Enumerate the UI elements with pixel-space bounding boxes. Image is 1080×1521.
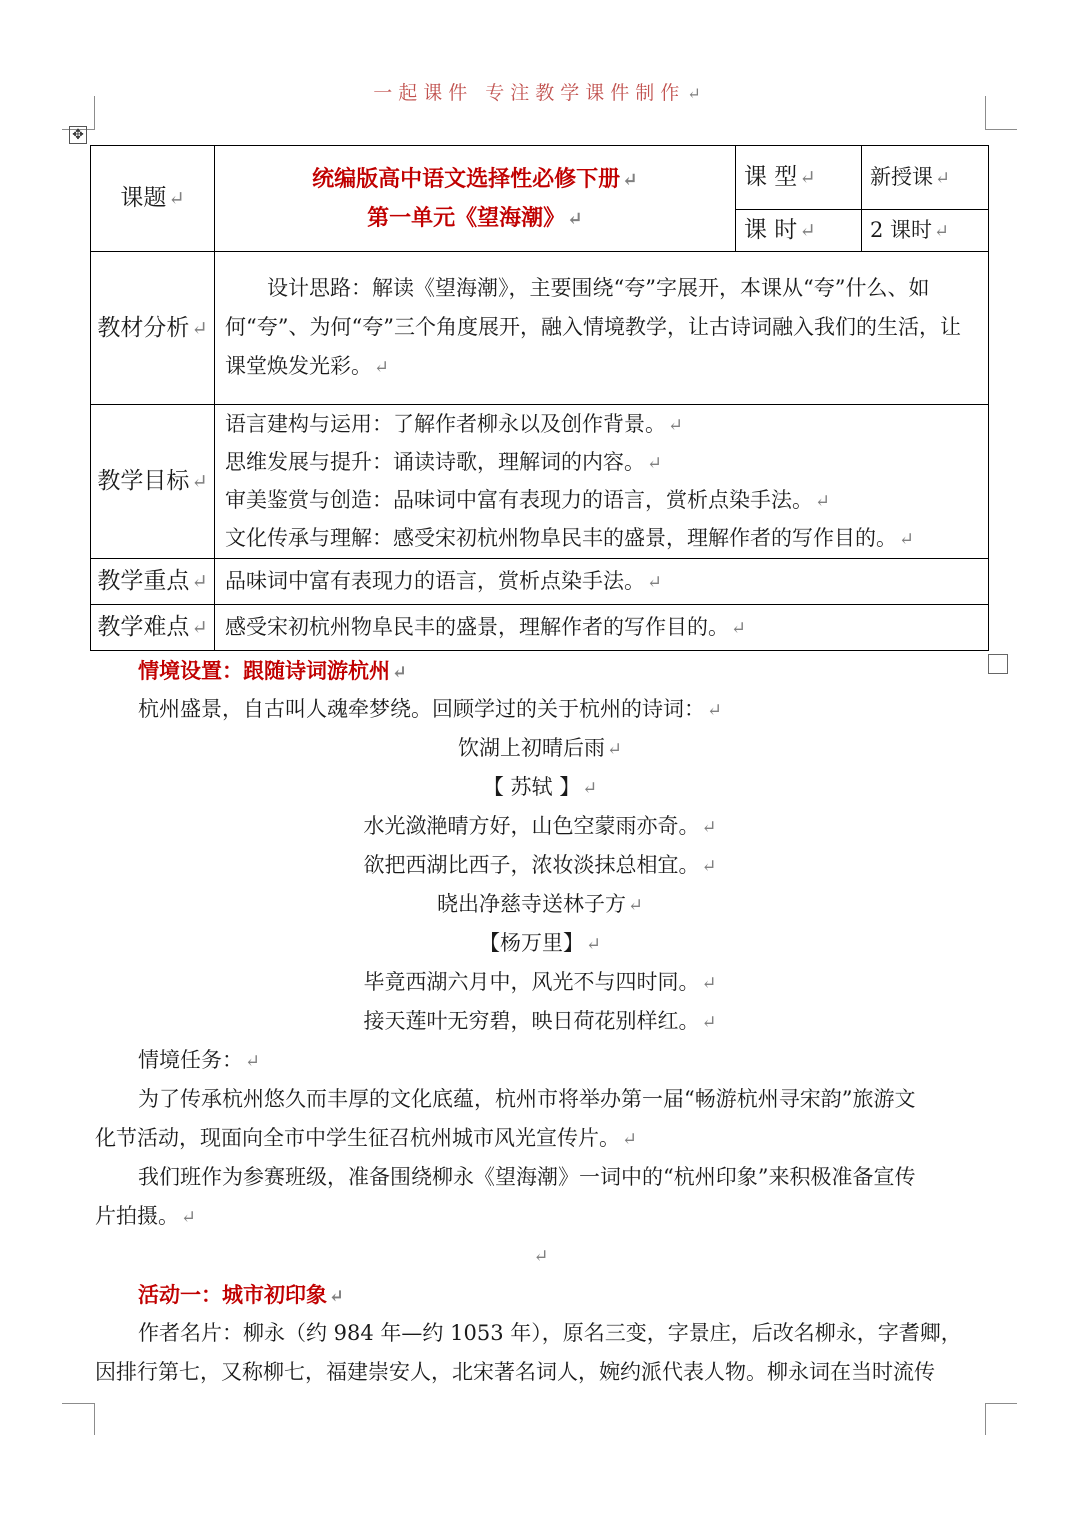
empty-paragraph: ↵ [533,1246,549,1267]
task-paragraph-line: 化节活动，现面向全市中学生征召杭州城市风光宣传片。 ↵ [95,1126,637,1150]
goals-list-cell [215,405,989,559]
difficulty-label-cell: 教学难点 ↵ [91,605,215,651]
intro-paragraph: 杭州盛景，自古叫人魂牵梦绕。回顾学过的关于杭州的诗词： ↵ [138,697,722,721]
table-resize-handle[interactable] [988,654,1008,674]
difficulty-text-cell: 感受宋初杭州物阜民丰的盛景，理解作者的写作目的。 ↵ [215,605,989,651]
poem2-author: 【杨万里】 ↵ [479,931,601,955]
crop-mark-bottom-right-h [985,1403,1017,1404]
goal-item: 思维发展与提升：诵读诗歌，理解词的内容。 ↵ [225,449,662,474]
scene-heading: 情境设置：跟随诗词游杭州 ↵ [138,658,407,683]
hours-value-cell: 2 课时 ↵ [862,210,989,252]
page-header: 一起课件 专注教学课件制作 ↵ [373,82,707,104]
lesson-plan-table [90,145,989,651]
class-paragraph-line: 我们班作为参赛班级，准备围绕柳永《望海潮》一词中的“杭州印象”来积极准备宣传 [138,1165,916,1189]
crop-mark-top-left [94,96,95,130]
poem2-line: 接天莲叶无穷碧，映日荷花别样红。 ↵ [363,1009,717,1033]
type-label-cell: 课 型 ↵ [736,146,862,210]
analysis-text-cell: 设计思路：解读《望海潮》，主要围绕“夸”字展开，本课从“夸”什么、如何“夸”、为何“夸”三个角度展开，融入情境教学，让古诗词融入我们的生活，让课堂焕发光彩。 ↵ [215,252,989,405]
author-card-line: 因排行第七，又称柳七，福建崇安人，北宋著名词人，婉约派代表人物。柳永词在当时流传 [95,1360,935,1384]
crop-mark-bottom-left [94,1403,95,1435]
task-label: 情境任务： ↵ [138,1048,260,1072]
crop-mark-top-right-h [985,129,1017,130]
goal-item: 审美鉴赏与创造：品味词中富有表现力的语言，赏析点染手法。 ↵ [225,487,830,512]
poem2-line: 毕竟西湖六月中，风光不与四时同。 ↵ [363,970,717,994]
crop-mark-bottom-left-h [62,1403,94,1404]
goals-label-cell: 教学目标 ↵ [91,405,215,559]
analysis-label-cell: 教材分析 ↵ [91,252,215,405]
table-move-handle-icon[interactable]: ✥ [69,126,87,144]
task-paragraph-line: 为了传承杭州悠久而丰厚的文化底蕴，杭州市将举办第一届“畅游杭州寻宋韵”旅游文 [138,1087,916,1111]
lesson-title-cell [215,146,736,252]
key-point-text-cell: 品味词中富有表现力的语言，赏析点染手法。 ↵ [215,559,989,605]
key-point-label-cell: 教学重点 ↵ [91,559,215,605]
goal-item: 文化传承与理解：感受宋初杭州物阜民丰的盛景，理解作者的写作目的。 ↵ [225,525,914,550]
lesson-title-line1: 统编版高中语文选择性必修下册 ↵ [312,166,638,192]
poem1-title: 饮湖上初晴后雨 ↵ [458,736,622,760]
crop-mark-bottom-right [985,1403,986,1435]
poem1-line: 水光潋滟晴方好，山色空蒙雨亦奇。 ↵ [363,814,717,838]
poem1-line: 欲把西湖比西子，浓妆淡抹总相宜。 ↵ [363,853,717,877]
goal-item: 语言建构与运用：了解作者柳永以及创作背景。 ↵ [225,411,683,436]
author-card-line: 作者名片：柳永（约 984 年—约 1053 年），原名三变，字景庄，后改名柳永，字耆卿， [138,1321,962,1345]
activity-heading: 活动一：城市初印象 ↵ [138,1282,344,1307]
hours-label-cell: 课 时 ↵ [736,210,862,252]
topic-label-cell: 课题 ↵ [91,146,215,252]
class-paragraph-line: 片拍摄。 ↵ [95,1204,196,1228]
poem1-author: 【 苏轼 】 ↵ [482,775,598,799]
poem2-title: 晓出净慈寺送林子方 ↵ [437,892,643,916]
lesson-title-line2: 第一单元《望海潮》 ↵ [367,204,583,231]
crop-mark-top-right [985,96,986,130]
type-value-cell: 新授课 ↵ [862,146,989,210]
